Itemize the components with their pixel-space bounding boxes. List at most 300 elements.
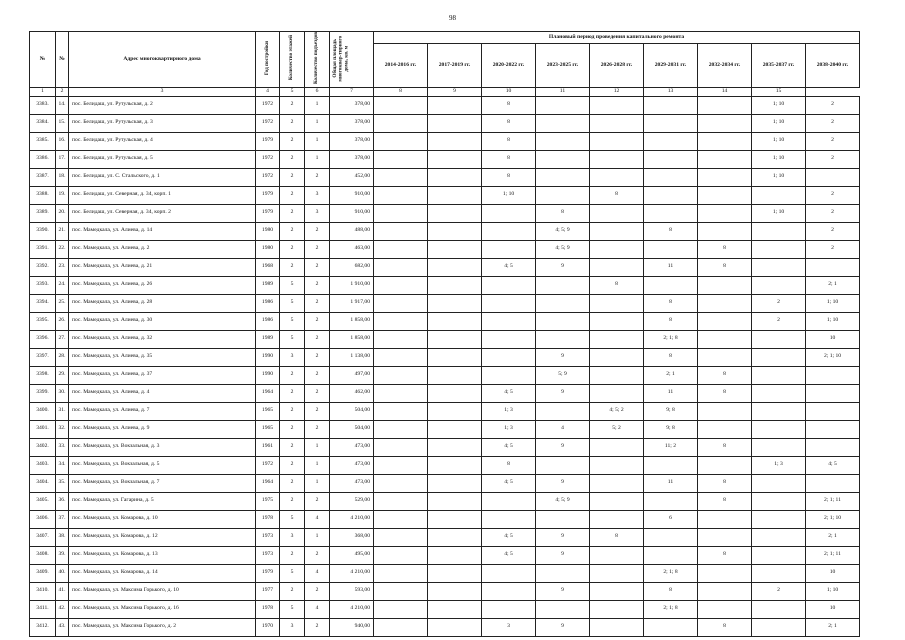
row-address: пос. Мамедкала, ул. Алиева, д. 9 bbox=[69, 420, 256, 438]
row-number: 3411. bbox=[30, 600, 56, 618]
header-period: 2023-2025 гг. bbox=[536, 44, 590, 87]
row-number: 3401. bbox=[30, 420, 56, 438]
row-period-cell bbox=[698, 420, 752, 438]
row-period-cell bbox=[428, 474, 482, 492]
row-year: 1964 bbox=[256, 384, 280, 402]
row-address: пос. Белидаш, ул. Рутульская, д. 2 bbox=[69, 96, 256, 114]
row-period-cell bbox=[590, 150, 644, 168]
row-period-cell: 4; 5; 9 bbox=[536, 492, 590, 510]
row-period-cell bbox=[536, 330, 590, 348]
row-number: 3394. bbox=[30, 294, 56, 312]
row-period-cell: 10 bbox=[806, 564, 860, 582]
row-period-cell bbox=[428, 114, 482, 132]
row-period-cell bbox=[482, 330, 536, 348]
row-local-number: 21. bbox=[56, 222, 69, 240]
row-period-cell: 2 bbox=[806, 186, 860, 204]
row-period-cell: 9 bbox=[536, 384, 590, 402]
row-period-cell: 4; 5; 9 bbox=[536, 222, 590, 240]
row-number: 3403. bbox=[30, 456, 56, 474]
row-address: пос. Мамедкала, ул. Алиева, д. 35 bbox=[69, 348, 256, 366]
row-year: 1972 bbox=[256, 114, 280, 132]
row-year: 1978 bbox=[256, 600, 280, 618]
row-period-cell: 2; 1; 8 bbox=[644, 564, 698, 582]
row-number: 3389. bbox=[30, 204, 56, 222]
row-period-cell bbox=[374, 222, 428, 240]
row-period-cell: 4; 5 bbox=[482, 438, 536, 456]
row-local-number: 27. bbox=[56, 330, 69, 348]
row-local-number: 29. bbox=[56, 366, 69, 384]
header-column-number: 11 bbox=[536, 87, 590, 96]
header-column-number: 6 bbox=[305, 87, 330, 96]
row-address: пос. Мамедкала, ул. Алиева, д. 2 bbox=[69, 240, 256, 258]
row-period-cell: 9 bbox=[536, 438, 590, 456]
header-column-number: 3 bbox=[69, 87, 256, 96]
row-period-cell bbox=[806, 258, 860, 276]
row-entrances: 1 bbox=[305, 528, 330, 546]
row-address: пос. Мамедкала, ул. Комарова, д. 13 bbox=[69, 546, 256, 564]
row-address: пос. Белидаш, ул. Рутульская, д. 3 bbox=[69, 114, 256, 132]
header-period: 2014-2016 гг. bbox=[374, 44, 428, 87]
row-entrances: 3 bbox=[305, 186, 330, 204]
row-period-cell bbox=[374, 420, 428, 438]
row-period-cell bbox=[374, 438, 428, 456]
page-number: 98 bbox=[449, 14, 456, 22]
row-year: 1977 bbox=[256, 582, 280, 600]
row-year: 1986 bbox=[256, 294, 280, 312]
row-area: 4 210,00 bbox=[330, 564, 374, 582]
row-period-cell bbox=[590, 294, 644, 312]
row-period-cell bbox=[428, 294, 482, 312]
row-period-cell bbox=[374, 150, 428, 168]
row-period-cell bbox=[752, 402, 806, 420]
row-period-cell: 8 bbox=[644, 348, 698, 366]
row-local-number: 16. bbox=[56, 132, 69, 150]
row-period-cell bbox=[590, 312, 644, 330]
row-period-cell bbox=[428, 204, 482, 222]
row-entrances: 4 bbox=[305, 600, 330, 618]
row-period-cell bbox=[428, 582, 482, 600]
row-local-number: 23. bbox=[56, 258, 69, 276]
header-period: 2026-2028 гг. bbox=[590, 44, 644, 87]
header-period: 2032-2034 гг. bbox=[698, 44, 752, 87]
row-period-cell bbox=[482, 492, 536, 510]
row-period-cell bbox=[428, 150, 482, 168]
row-year: 1965 bbox=[256, 402, 280, 420]
row-period-cell: 1; 10 bbox=[752, 150, 806, 168]
row-entrances: 2 bbox=[305, 240, 330, 258]
row-year: 1972 bbox=[256, 456, 280, 474]
row-period-cell bbox=[644, 528, 698, 546]
header-entrances: Количество подъездов bbox=[305, 32, 330, 88]
row-period-cell bbox=[698, 582, 752, 600]
row-period-cell bbox=[590, 492, 644, 510]
row-area: 682,00 bbox=[330, 258, 374, 276]
row-period-cell: 2; 1 bbox=[644, 366, 698, 384]
row-period-cell: 4; 5 bbox=[482, 528, 536, 546]
row-period-cell bbox=[374, 348, 428, 366]
row-address: пос. Мамедкала, ул. Алиева, д. 37 bbox=[69, 366, 256, 384]
row-period-cell: 1; 10 bbox=[806, 582, 860, 600]
row-floors: 2 bbox=[280, 582, 305, 600]
row-period-cell bbox=[590, 582, 644, 600]
row-period-cell bbox=[590, 132, 644, 150]
row-period-cell bbox=[752, 258, 806, 276]
row-floors: 2 bbox=[280, 420, 305, 438]
row-period-cell bbox=[536, 150, 590, 168]
row-period-cell: 8 bbox=[590, 186, 644, 204]
row-floors: 2 bbox=[280, 114, 305, 132]
row-area: 378,00 bbox=[330, 132, 374, 150]
row-area: 473,00 bbox=[330, 438, 374, 456]
row-period-cell bbox=[536, 564, 590, 582]
row-floors: 2 bbox=[280, 132, 305, 150]
table-row bbox=[30, 456, 860, 474]
row-period-cell bbox=[698, 312, 752, 330]
row-entrances: 2 bbox=[305, 312, 330, 330]
row-period-cell bbox=[698, 330, 752, 348]
row-entrances: 2 bbox=[305, 384, 330, 402]
row-year: 1980 bbox=[256, 222, 280, 240]
row-period-cell bbox=[590, 474, 644, 492]
row-period-cell bbox=[482, 564, 536, 582]
row-address: пос. Белидаш, ул. Северная, д. 34, корп. 1 bbox=[69, 186, 256, 204]
row-number: 3391. bbox=[30, 240, 56, 258]
row-period-cell: 4 bbox=[536, 420, 590, 438]
row-period-cell: 2 bbox=[752, 294, 806, 312]
header-column-number: 10 bbox=[482, 87, 536, 96]
row-period-cell: 2; 1 bbox=[806, 276, 860, 294]
row-period-cell: 1; 3 bbox=[752, 456, 806, 474]
row-period-cell bbox=[590, 600, 644, 618]
row-period-cell bbox=[752, 384, 806, 402]
row-area: 473,00 bbox=[330, 456, 374, 474]
row-period-cell bbox=[698, 114, 752, 132]
row-period-cell: 9 bbox=[536, 258, 590, 276]
row-period-cell: 1; 10 bbox=[752, 114, 806, 132]
table-row bbox=[30, 204, 860, 222]
row-area: 1 858,00 bbox=[330, 312, 374, 330]
row-period-cell bbox=[482, 312, 536, 330]
row-number: 3404. bbox=[30, 474, 56, 492]
row-year: 1989 bbox=[256, 330, 280, 348]
row-period-cell bbox=[482, 582, 536, 600]
row-period-cell: 8 bbox=[644, 312, 698, 330]
row-year: 1973 bbox=[256, 546, 280, 564]
row-local-number: 30. bbox=[56, 384, 69, 402]
row-period-cell bbox=[752, 510, 806, 528]
row-floors: 2 bbox=[280, 240, 305, 258]
row-address: пос. Мамедкала, ул. Комарова, д. 10 bbox=[69, 510, 256, 528]
row-period-cell bbox=[428, 528, 482, 546]
row-period-cell bbox=[482, 294, 536, 312]
row-period-cell bbox=[644, 168, 698, 186]
row-period-cell bbox=[374, 528, 428, 546]
row-period-cell: 2 bbox=[806, 222, 860, 240]
row-period-cell: 5; 2 bbox=[590, 420, 644, 438]
row-address: пос. Мамедкала, ул. Алиева, д. 30 bbox=[69, 312, 256, 330]
row-period-cell: 8 bbox=[698, 366, 752, 384]
row-number: 3407. bbox=[30, 528, 56, 546]
row-area: 1 138,00 bbox=[330, 348, 374, 366]
table-row bbox=[30, 114, 860, 132]
row-year: 1989 bbox=[256, 276, 280, 294]
row-period-cell bbox=[698, 348, 752, 366]
row-period-cell bbox=[428, 402, 482, 420]
row-period-cell: 4; 5 bbox=[482, 546, 536, 564]
row-period-cell bbox=[590, 510, 644, 528]
row-period-cell: 4; 5; 9 bbox=[536, 240, 590, 258]
row-period-cell: 8 bbox=[482, 96, 536, 114]
row-period-cell: 11 bbox=[644, 258, 698, 276]
table-row bbox=[30, 276, 860, 294]
row-period-cell bbox=[590, 168, 644, 186]
row-period-cell bbox=[590, 618, 644, 636]
row-year: 1986 bbox=[256, 312, 280, 330]
row-entrances: 2 bbox=[305, 618, 330, 636]
row-period-cell bbox=[752, 366, 806, 384]
row-period-cell: 9 bbox=[536, 546, 590, 564]
row-address: пос. Мамедкала, ул. Алиева, д. 14 bbox=[69, 222, 256, 240]
row-period-cell: 8 bbox=[644, 294, 698, 312]
row-area: 940,00 bbox=[330, 618, 374, 636]
row-entrances: 2 bbox=[305, 258, 330, 276]
table-row bbox=[30, 132, 860, 150]
row-local-number: 17. bbox=[56, 150, 69, 168]
row-year: 1979 bbox=[256, 186, 280, 204]
row-period-cell bbox=[536, 276, 590, 294]
row-entrances: 1 bbox=[305, 438, 330, 456]
row-period-cell bbox=[428, 492, 482, 510]
row-period-cell bbox=[374, 186, 428, 204]
row-period-cell: 2; 1 bbox=[806, 528, 860, 546]
row-entrances: 4 bbox=[305, 510, 330, 528]
row-period-cell: 1; 10 bbox=[752, 96, 806, 114]
row-number: 3385. bbox=[30, 132, 56, 150]
row-year: 1972 bbox=[256, 150, 280, 168]
row-period-cell bbox=[536, 456, 590, 474]
row-number: 3390. bbox=[30, 222, 56, 240]
row-period-cell: 4; 5 bbox=[482, 258, 536, 276]
row-floors: 2 bbox=[280, 96, 305, 114]
row-period-cell bbox=[536, 600, 590, 618]
row-entrances: 1 bbox=[305, 456, 330, 474]
row-period-cell: 8 bbox=[482, 132, 536, 150]
row-entrances: 1 bbox=[305, 150, 330, 168]
row-area: 910,00 bbox=[330, 204, 374, 222]
header-column-number: 15 bbox=[752, 87, 806, 96]
row-period-cell: 8 bbox=[698, 492, 752, 510]
row-period-cell bbox=[590, 258, 644, 276]
row-period-cell bbox=[590, 114, 644, 132]
row-period-cell bbox=[428, 168, 482, 186]
row-local-number: 28. bbox=[56, 348, 69, 366]
row-period-cell bbox=[536, 168, 590, 186]
row-period-cell bbox=[374, 492, 428, 510]
row-period-cell bbox=[698, 168, 752, 186]
row-period-cell: 4; 5 bbox=[806, 456, 860, 474]
row-period-cell bbox=[806, 366, 860, 384]
row-period-cell bbox=[590, 384, 644, 402]
row-local-number: 36. bbox=[56, 492, 69, 510]
row-local-number: 40. bbox=[56, 564, 69, 582]
header-floors: Количество этажей bbox=[280, 32, 305, 88]
header-address: Адрес многоквартирного дома bbox=[69, 32, 256, 88]
row-floors: 5 bbox=[280, 564, 305, 582]
row-period-cell bbox=[644, 240, 698, 258]
row-period-cell bbox=[374, 96, 428, 114]
header-period: 2038-2040 гг. bbox=[806, 44, 860, 87]
row-floors: 2 bbox=[280, 474, 305, 492]
row-period-cell bbox=[428, 564, 482, 582]
header-column-number: 12 bbox=[590, 87, 644, 96]
row-period-cell bbox=[644, 186, 698, 204]
row-period-cell bbox=[428, 186, 482, 204]
row-area: 529,00 bbox=[330, 492, 374, 510]
table-row bbox=[30, 186, 860, 204]
row-entrances: 2 bbox=[305, 492, 330, 510]
row-floors: 3 bbox=[280, 528, 305, 546]
table-row bbox=[30, 528, 860, 546]
row-year: 1964 bbox=[256, 474, 280, 492]
row-period-cell: 11 bbox=[644, 474, 698, 492]
row-floors: 2 bbox=[280, 150, 305, 168]
row-period-cell bbox=[374, 294, 428, 312]
table-row bbox=[30, 258, 860, 276]
row-period-cell bbox=[482, 366, 536, 384]
table-row bbox=[30, 384, 860, 402]
header-column-number: 7 bbox=[330, 87, 374, 96]
row-address: пос. Мамедкала, ул. Максима Горького, д. 10 bbox=[69, 582, 256, 600]
row-number: 3387. bbox=[30, 168, 56, 186]
row-floors: 2 bbox=[280, 546, 305, 564]
table-row bbox=[30, 294, 860, 312]
row-period-cell bbox=[428, 312, 482, 330]
table-row bbox=[30, 618, 860, 636]
row-period-cell bbox=[590, 366, 644, 384]
row-period-cell bbox=[482, 204, 536, 222]
row-local-number: 14. bbox=[56, 96, 69, 114]
table-row bbox=[30, 96, 860, 114]
row-local-number: 24. bbox=[56, 276, 69, 294]
table-row bbox=[30, 582, 860, 600]
row-period-cell: 8 bbox=[482, 114, 536, 132]
row-period-cell: 1; 3 bbox=[482, 402, 536, 420]
row-period-cell bbox=[374, 510, 428, 528]
row-local-number: 39. bbox=[56, 546, 69, 564]
row-period-cell bbox=[752, 618, 806, 636]
row-period-cell bbox=[482, 240, 536, 258]
row-address: пос. Мамедкала, ул. Алиева, д. 32 bbox=[69, 330, 256, 348]
row-period-cell bbox=[536, 294, 590, 312]
row-floors: 2 bbox=[280, 204, 305, 222]
row-period-cell bbox=[374, 366, 428, 384]
row-year: 1979 bbox=[256, 132, 280, 150]
table-row bbox=[30, 474, 860, 492]
table-row bbox=[30, 168, 860, 186]
row-period-cell bbox=[752, 330, 806, 348]
row-floors: 3 bbox=[280, 618, 305, 636]
row-period-cell bbox=[752, 600, 806, 618]
row-period-cell: 8 bbox=[698, 258, 752, 276]
row-period-cell: 8 bbox=[698, 240, 752, 258]
row-period-cell bbox=[428, 330, 482, 348]
table-row bbox=[30, 240, 860, 258]
row-year: 1970 bbox=[256, 618, 280, 636]
row-period-cell: 2; 1 bbox=[806, 618, 860, 636]
row-period-cell: 8 bbox=[698, 384, 752, 402]
row-period-cell bbox=[374, 384, 428, 402]
header-area: Общая площадь многоквар-тирного дома, кв. м bbox=[330, 32, 374, 88]
row-floors: 2 bbox=[280, 366, 305, 384]
row-period-cell bbox=[428, 276, 482, 294]
row-period-cell bbox=[536, 510, 590, 528]
row-floors: 2 bbox=[280, 258, 305, 276]
row-period-cell: 2 bbox=[806, 240, 860, 258]
row-period-cell bbox=[374, 168, 428, 186]
row-floors: 2 bbox=[280, 456, 305, 474]
header-column-number: 1 bbox=[30, 87, 56, 96]
row-period-cell: 2 bbox=[806, 204, 860, 222]
row-period-cell bbox=[374, 276, 428, 294]
row-period-cell bbox=[374, 204, 428, 222]
row-period-cell bbox=[752, 546, 806, 564]
row-period-cell: 2 bbox=[806, 132, 860, 150]
row-period-cell bbox=[752, 492, 806, 510]
row-period-cell: 2; 1; 8 bbox=[644, 330, 698, 348]
row-period-cell bbox=[374, 114, 428, 132]
row-period-cell bbox=[374, 546, 428, 564]
row-period-cell bbox=[752, 186, 806, 204]
row-period-cell: 2 bbox=[806, 114, 860, 132]
row-period-cell bbox=[374, 564, 428, 582]
row-local-number: 42. bbox=[56, 600, 69, 618]
row-period-cell: 9 bbox=[536, 582, 590, 600]
row-period-cell bbox=[590, 330, 644, 348]
row-period-cell: 8 bbox=[698, 438, 752, 456]
row-area: 488,00 bbox=[330, 222, 374, 240]
row-period-cell bbox=[374, 240, 428, 258]
row-period-cell bbox=[374, 600, 428, 618]
header-column-number: 14 bbox=[698, 87, 752, 96]
row-entrances: 2 bbox=[305, 168, 330, 186]
row-year: 1973 bbox=[256, 528, 280, 546]
row-period-cell bbox=[752, 438, 806, 456]
row-period-cell: 1; 10 bbox=[752, 168, 806, 186]
row-local-number: 20. bbox=[56, 204, 69, 222]
row-period-cell: 8 bbox=[698, 474, 752, 492]
row-period-cell bbox=[806, 402, 860, 420]
row-year: 1979 bbox=[256, 204, 280, 222]
row-period-cell bbox=[428, 366, 482, 384]
table-row bbox=[30, 150, 860, 168]
row-period-cell bbox=[482, 600, 536, 618]
row-local-number: 22. bbox=[56, 240, 69, 258]
row-year: 1972 bbox=[256, 96, 280, 114]
row-number: 3383. bbox=[30, 96, 56, 114]
row-address: пос. Мамедкала, ул. Комарова, д. 12 bbox=[69, 528, 256, 546]
row-year: 1972 bbox=[256, 168, 280, 186]
row-floors: 2 bbox=[280, 438, 305, 456]
header-column-number: 2 bbox=[56, 87, 69, 96]
table-row bbox=[30, 222, 860, 240]
row-area: 593,00 bbox=[330, 582, 374, 600]
row-period-cell: 8 bbox=[644, 222, 698, 240]
row-year: 1968 bbox=[256, 258, 280, 276]
row-period-cell: 2 bbox=[806, 150, 860, 168]
row-period-cell: 9 bbox=[536, 528, 590, 546]
row-period-cell bbox=[644, 546, 698, 564]
row-local-number: 19. bbox=[56, 186, 69, 204]
